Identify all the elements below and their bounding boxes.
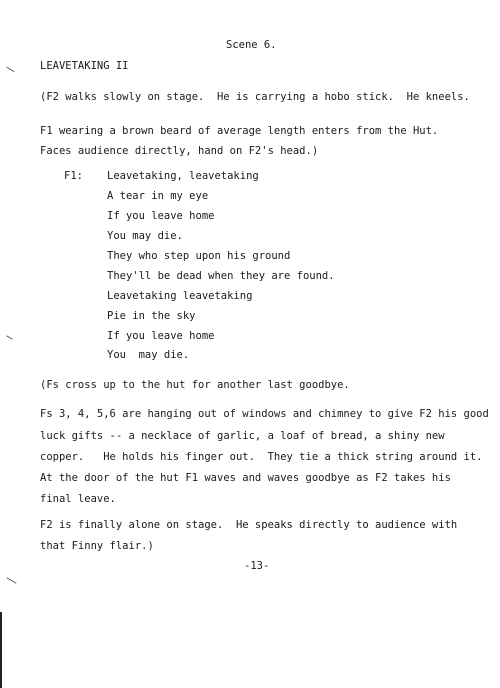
song-line: Leavetaking, leavetaking [107,170,259,182]
song-line: You may die. [107,349,190,361]
margin-mark [6,67,14,72]
speaker-label: F1: [64,170,83,182]
song-line: They'll be dead when they are found. [107,270,335,282]
page-number: -13- [244,560,270,572]
stage-direction-gifts-line: luck gifts -- a necklace of garlic, a loaf of bread, a shiny new [40,430,445,442]
stage-direction-cross: (Fs cross up to the hut for another last goodbye. [40,379,350,391]
stage-direction-walk: (F2 walks slowly on stage. He is carrying a hobo stick. He kneels. [40,91,470,103]
stage-direction-alone-line: F2 is finally alone on stage. He speaks directly to audience with [40,519,458,531]
stage-direction-gifts-line: copper. He holds his finger out. They tie a thick string around it. [40,451,483,463]
scene-heading: Scene 6. [226,39,277,51]
song-line: If you leave home [107,210,215,222]
stage-direction-alone-line: that Finny flair.) [40,540,154,552]
stage-direction-gifts-line: Fs 3, 4, 5,6 are hanging out of windows and chimney to give F2 his good [40,408,489,420]
margin-mark [6,577,16,583]
song-line: They who step upon his ground [107,250,291,262]
song-line: If you leave home [107,330,215,342]
stage-direction-gifts-line: At the door of the hut F1 waves and waves goodbye as F2 takes his [40,472,451,484]
stage-direction-gifts-line: final leave. [40,493,116,505]
margin-mark [6,335,13,339]
song-line: You may die. [107,230,183,242]
stage-direction-enter-line: F1 wearing a brown beard of average length enters from the Hut. [40,125,439,137]
page-edge-shadow [0,612,2,688]
song-line: Pie in the sky [107,310,196,322]
section-title: LEAVETAKING II [40,60,129,72]
song-line: A tear in my eye [107,190,209,202]
song-line: Leavetaking leavetaking [107,290,253,302]
stage-direction-enter-line: Faces audience directly, hand on F2's head.) [40,145,319,157]
